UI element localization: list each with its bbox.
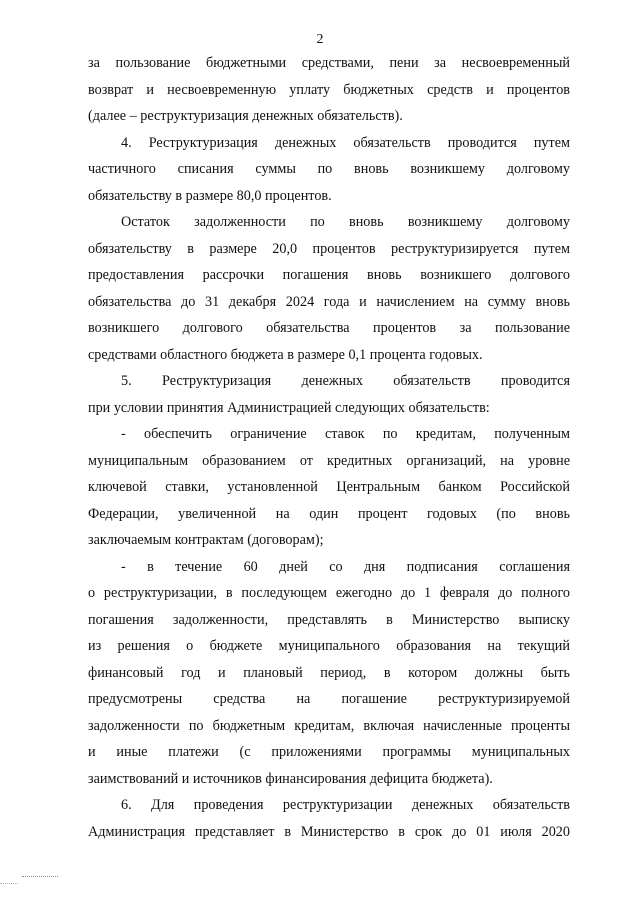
text-line: возврат и несвоевременную уплату бюджетных средств и процентов bbox=[88, 81, 570, 98]
scan-mark bbox=[0, 883, 18, 884]
text-line: Администрация представляет в Министерство в срок до 01 июля 2020 bbox=[88, 823, 570, 840]
scan-mark bbox=[22, 876, 58, 877]
paragraph-6-start: 6. Для проведения реструктуризации денежных обязательств bbox=[121, 797, 570, 813]
text-line: муниципальным образованием от кредитных организаций, на уровне bbox=[88, 452, 570, 469]
text-line: за пользование бюджетными средствами, пени за несвоевременный bbox=[88, 55, 570, 71]
text-line: предоставления рассрочки погашения вновь возникшего долгового bbox=[88, 267, 570, 283]
paragraph-4-start: 4. Реструктуризация денежных обязательств проводится путем bbox=[121, 134, 570, 151]
paragraph-remainder-start: Остаток задолженности по вновь возникшему долговому bbox=[121, 214, 570, 230]
text-line: обязательства до 31 декабря 2024 года и начислением на сумму вновь bbox=[88, 293, 570, 310]
text-line: заимствований и источников финансирования дефицита бюджета). bbox=[88, 770, 493, 787]
text-line: ключевой ставки, установленной Центральным банком Российской bbox=[88, 479, 570, 495]
text-line: и иные платежи (с приложениями программы муниципальных bbox=[88, 744, 570, 760]
text-line: о реструктуризации, в последующем ежегодно до 1 февраля до полного bbox=[88, 585, 570, 601]
text-line: Федерации, увеличенной на один процент годовых (по вновь bbox=[88, 505, 570, 522]
text-line: задолженности по бюджетным кредитам, включая начисленные проценты bbox=[88, 717, 570, 734]
text-line: предусмотрены средства на погашение реструктуризируемой bbox=[88, 691, 570, 707]
text-line: частичного списания суммы по вновь возникшему долговому bbox=[88, 161, 570, 177]
paragraph-5-start: 5. Реструктуризация денежных обязательств проводится bbox=[121, 373, 570, 389]
text-line: при условии принятия Администрацией следующих обязательств: bbox=[88, 399, 490, 416]
text-line: погашения задолженности, представлять в Министерство выписку bbox=[88, 611, 570, 628]
text-line: обязательству в размере 80,0 процентов. bbox=[88, 187, 332, 204]
text-line: возникшего долгового обязательства процентов за пользование bbox=[88, 320, 570, 336]
text-line: из решения о бюджете муниципального образования на текущий bbox=[88, 638, 570, 654]
list-item-2-start: - в течение 60 дней со дня подписания соглашения bbox=[121, 558, 570, 575]
text-line: заключаемым контрактам (договорам); bbox=[88, 532, 324, 548]
document-body bbox=[88, 50, 570, 845]
text-line: (далее – реструктуризация денежных обязательств). bbox=[88, 108, 403, 124]
page-number: 2 bbox=[316, 32, 324, 47]
list-item-1-start: - обеспечить ограничение ставок по кредитам, полученным bbox=[121, 426, 570, 442]
text-line: финансовый год и плановый период, в котором должны быть bbox=[88, 664, 570, 681]
text-line: средствами областного бюджета в размере 0,1 процента годовых. bbox=[88, 346, 483, 363]
text-line: обязательству в размере 20,0 процентов реструктуризируется путем bbox=[88, 240, 570, 257]
